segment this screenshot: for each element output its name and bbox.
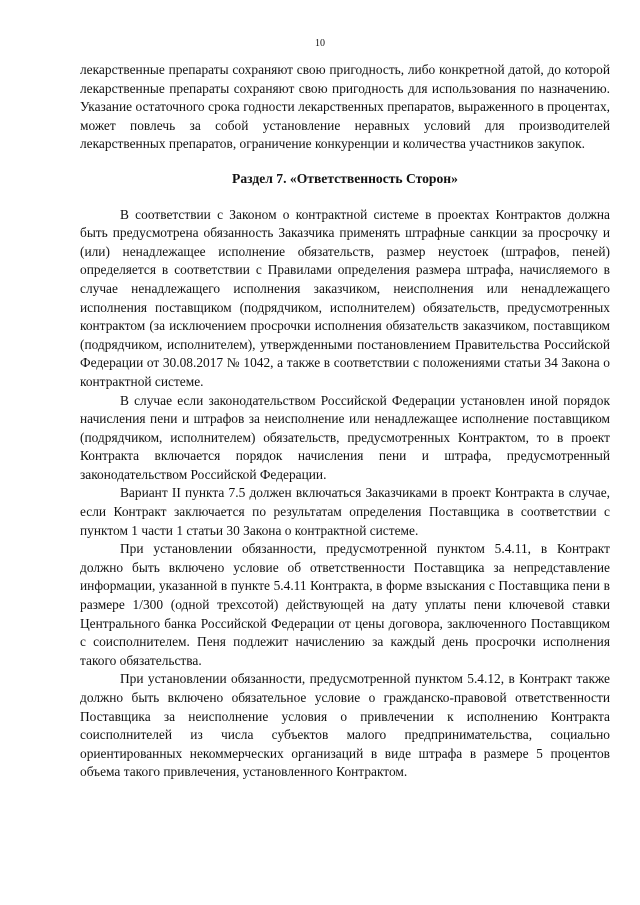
section-heading: Раздел 7. «Ответственность Сторон» [232,170,458,186]
page-content [80,61,610,782]
page-number: 10 [315,38,325,49]
paragraph-liability-law: В соответствии с Законом о контрактной системе в проектах Контрактов должна быть предусмотрена обязанность Заказчика применять штрафные санкции за просрочку и (или) ненадлежащее исполнение обязательств, размер неустоек (штрафов, пеней) определяется в соответствии с Правилами определения размера штрафа, начисляемого в случае ненадлежащего исполнения заказчиком, неисполнения или ненадлежащего исполнения поставщиком (подрядчиком, исполнителем) обязательств, предусмотренных контрактом (за исключением просрочки исполнения обязательств заказчиком, поставщиком (подрядчиком, исполнителем), утвержденными постановлением Правительства Российской Федерации от 30.08.2017 № 1042, а также в соответствии с положениями статьи 34 Закона о контрактной системе. [80,206,610,389]
paragraph-continuation: лекарственные препараты сохраняют свою пригодность, либо конкретной датой, до которой лекарственные препараты сохраняют свою пригодность для использования по назначению. Указание остаточного срока годности лекарственных препаратов, выраженного в процентах, может повлечь за собой установление неравных условий для производителей лекарственных препаратов, ограничение конкуренции и количества участников закупок. [80,62,610,152]
paragraph-clause-5-4-11: При установлении обязанности, предусмотренной пунктом 5.4.11, в Контракт должно быть включено условие об ответственности Поставщика за непредставление информации, указанной в пункте 5.4.11 Контракта, в форме взыскания с Поставщика пени в размере 1/300 (одной трехсотой) действующей на дату уплаты пени ключевой ставки Центрального банка Российской Федерации от цены договора, заключенного Поставщиком с соисполнителем. Пеня подлежит начислению за каждый день просрочки исполнения такого обязательства. [80,541,610,668]
paragraph-clause-5-4-12: При установлении обязанности, предусмотренной пунктом 5.4.12, в Контракт также должно быть включено обязательное условие о гражданско-правовой ответственности Поставщика за неисполнение условия о привлечении к исполнению Контракта соисполнителей из числа субъектов малого предпринимательства, социально ориентированных некоммерческих организаций в виде штрафа в размере 5 процентов объема такого привлечения, установленного Контрактом. [80,671,610,780]
paragraph-other-procedure: В случае если законодательством Российской Федерации установлен иной порядок начисления пени и штрафов за неисполнение или ненадлежащее исполнение поставщиком (подрядчиком, исполнителем) обязательств, предусмотренных Контрактом, то в проект Контракта включается порядок начисления пени и штрафа, предусмотренный законодательством Российской Федерации. [80,392,610,482]
paragraph-variant-ii: Вариант II пункта 7.5 должен включаться Заказчиками в проект Контракта в случае, если Контракт заключается по результатам определения Поставщика в соответствии с пунктом 1 части 1 статьи 30 Закона о контрактной системе. [80,485,610,538]
